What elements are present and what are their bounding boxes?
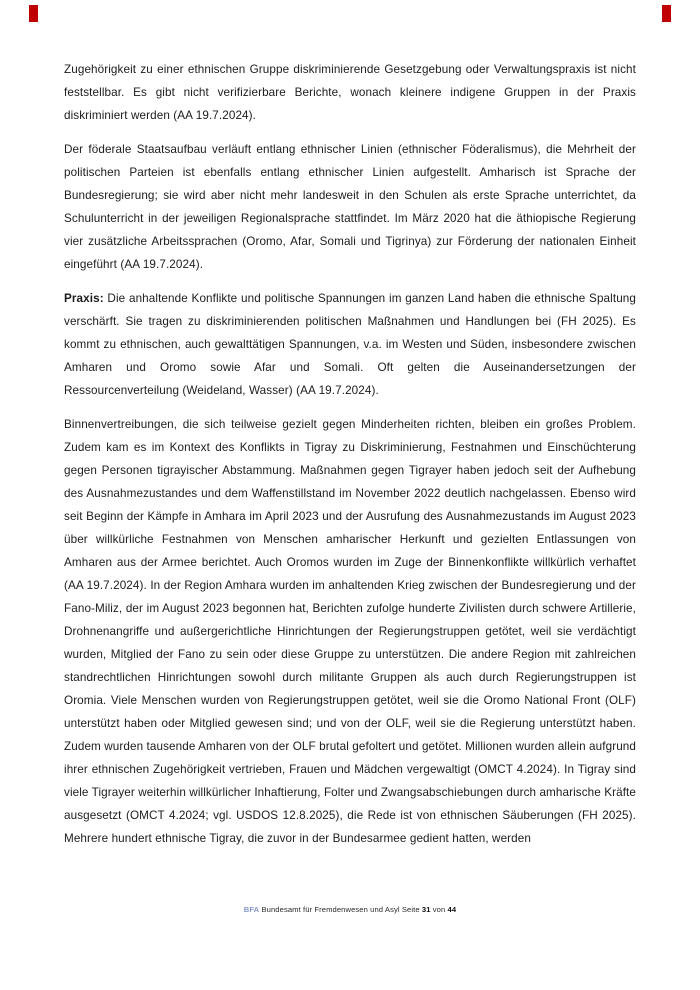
footer-page-total: 44: [447, 905, 457, 914]
paragraph-4: Binnenvertreibungen, die sich teilweise gezielt gegen Minderheiten richten, bleiben ein großes Problem. Zudem kam es im Kontext des Konflikts in Tigray zu Diskriminierung, Festnahmen und Einschüchterung gegen Personen tigrayischer Abstammung. Maßnahmen gegen Tigrayer haben jedoch seit der Aufhebung des Ausnahmezustandes und dem Waffenstillstand im November 2022 deutlich nachgelassen. Ebenso wird seit Beginn der Kämpfe in Amhara im April 2023 und der Ausrufung des Ausnahmezustands im August 2023 über willkürliche Festnahmen von Menschen amharischer Herkunft und gezielten Entlassungen von Amharen aus der Armee berichtet. Auch Oromos wurden im Zuge der Binnenkonflikte willkürlich verhaftet (AA 19.7.2024). In der Region Amhara wurden im anhaltenden Krieg zwischen der Bundesregierung und der Fano-Miliz, der im August 2023 begonnen hat, Berichten zufolge hunderte Zivilisten durch schwere Artillerie, Drohnenangriffe und außergerichtliche Hinrichtungen der Regierungstruppen getötet, weil sie verdächtigt wurden, Mitglied der Fano zu sein oder diese Gruppe zu unterstützen. Die andere Region mit zahlreichen standrechtlichen Hinrichtungen sowohl durch militante Gruppen als auch durch Regierungstruppen ist Oromia. Viele Menschen wurden von Regierungstruppen getötet, weil sie die Oromo National Front (OLF) unterstützt haben oder Mitglied gewesen sind; und von der OLF, weil sie die Regierung unterstützt haben. Zudem wurden tausende Amharen von der OLF brutal gefoltert und getötet. Millionen wurden allein aufgrund ihrer ethnischen Zugehörigkeit vertrieben, Frauen und Mädchen vergewaltigt (OMCT 4.2024). In Tigray sind viele Tigrayer weiterhin willkürlicher Inhaftierung, Folter und Zwangsabschiebungen durch amharische Kräfte ausgesetzt (OMCT 4.2024; vgl. USDOS 12.8.2025), die Rede ist von ethnischen Säuberungen (FH 2025). Mehrere hundert ethnische Tigray, die zuvor in der Bundesarmee gedient hatten, werden: [64, 418, 636, 845]
page-content: [64, 58, 636, 861]
paragraph-2: Der föderale Staatsaufbau verläuft entlang ethnischer Linien (ethnischer Föderalismus), die Mehrheit der politischen Parteien ist ebenfalls entlang ethnischer Linien aufgestellt. Amharisch ist Sprache der Bundesregierung; sie wird aber nicht mehr landesweit in den Schulen als erste Sprache unterrichtet, da Schulunterricht in der jeweiligen Regionalsprache stattfindet. Im März 2020 hat die äthiopische Regierung vier zusätzliche Arbeitssprachen (Oromo, Afar, Somali und Tigrinya) zur Förderung der nationalen Einheit eingeführt (AA 19.7.2024).: [64, 143, 636, 271]
page-footer: [0, 905, 700, 915]
paragraph-3-lead: Praxis:: [64, 292, 104, 305]
red-corner-mark-left: [29, 5, 38, 22]
footer-of-label: von: [432, 905, 446, 914]
bfa-logo-text: BFA: [243, 905, 260, 914]
footer-org-name: Bundesamt für Fremdenwesen und Asyl: [261, 905, 400, 914]
footer-page-current: 31: [421, 905, 431, 914]
paragraph-3-text: Die anhaltende Konflikte und politische Spannungen im ganzen Land haben die ethnische Spaltung verschärft. Sie tragen zu diskriminierenden politischen Maßnahmen und Handlungen bei (FH 2025). Es kommt zu ethnischen, auch gewalttätigen Spannungen, v.a. im Westen und Süden, insbesondere zwischen Amharen und Oromo sowie Afar und Somali. Oft gelten die Auseinandersetzungen der Ressourcenverteilung (Weideland, Wasser) (AA 19.7.2024).: [64, 292, 636, 397]
paragraph-3: [64, 287, 636, 402]
footer-page-label: Seite: [401, 905, 420, 914]
red-corner-mark-right: [662, 5, 671, 22]
paragraph-1: Zugehörigkeit zu einer ethnischen Gruppe diskriminierende Gesetzgebung oder Verwaltungspraxis ist nicht feststellbar. Es gibt nicht verifizierbare Berichte, wonach kleinere indigene Gruppen in der Praxis diskriminiert werden (AA 19.7.2024).: [64, 63, 636, 122]
